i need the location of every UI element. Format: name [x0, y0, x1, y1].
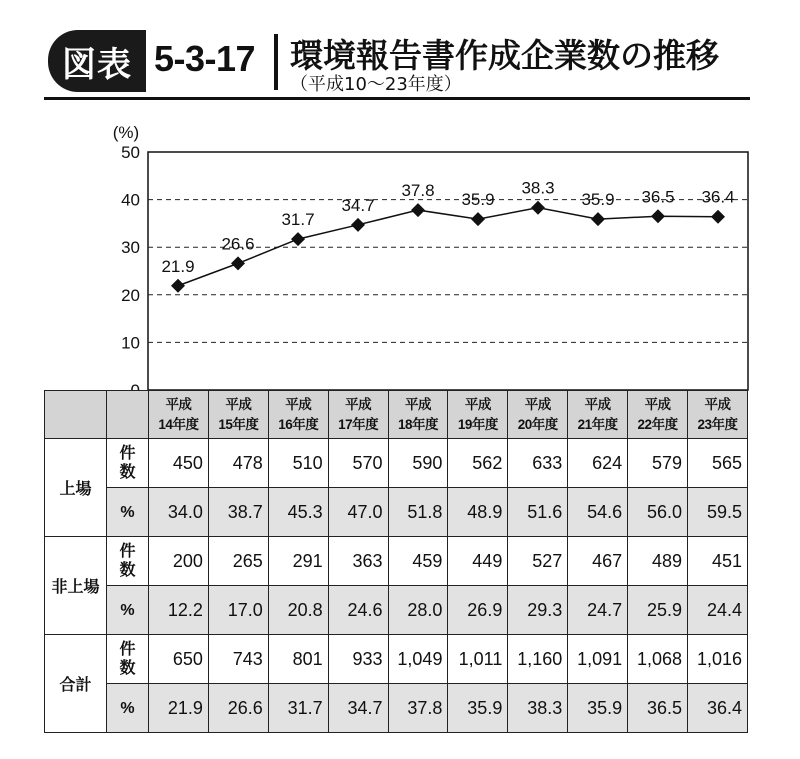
column-header [628, 391, 688, 439]
percent-cell: 54.6 [568, 488, 628, 537]
column-header-year: 17年度 [338, 416, 379, 432]
data-point-marker [231, 256, 245, 270]
column-header-year: 21年度 [577, 416, 618, 432]
data-point-marker [171, 279, 185, 293]
data-label: 21.9 [161, 256, 195, 276]
column-header [688, 391, 748, 439]
data-point-marker [471, 212, 485, 226]
count-cell: 1,160 [508, 635, 568, 684]
unit-label-count [107, 635, 149, 684]
percent-cell: 51.8 [388, 488, 448, 537]
percent-cell: 51.6 [508, 488, 568, 537]
title-divider [274, 34, 278, 90]
percent-cell: 21.9 [149, 684, 209, 733]
data-point-marker [651, 209, 665, 223]
table-row [45, 684, 748, 733]
count-cell: 200 [149, 537, 209, 586]
header-blank-cell [107, 391, 149, 439]
count-cell: 1,049 [388, 635, 448, 684]
column-header-year: 16年度 [278, 416, 319, 432]
count-cell: 527 [508, 537, 568, 586]
column-header-year: 18年度 [397, 416, 439, 432]
column-header [268, 391, 328, 439]
unit-label-percent [107, 684, 149, 733]
percent-cell: 28.0 [388, 586, 448, 635]
percent-cell: 12.2 [149, 586, 209, 635]
count-cell: 1,068 [628, 635, 688, 684]
line-chart [0, 110, 800, 400]
figure-badge: 図表 [48, 30, 146, 92]
percent-cell: 25.9 [628, 586, 688, 635]
column-header-era: 平成 [644, 396, 671, 412]
count-cell: 1,011 [448, 635, 508, 684]
data-label: 26.6 [221, 234, 255, 254]
unit-label-percent [107, 488, 149, 537]
count-cell: 449 [448, 537, 508, 586]
table-header-row [45, 391, 748, 439]
percent-cell: 24.6 [328, 586, 388, 635]
count-cell: 489 [628, 537, 688, 586]
header-rule [44, 97, 750, 100]
count-cell: 570 [328, 439, 388, 488]
data-table [44, 390, 748, 733]
percent-cell: 17.0 [208, 586, 268, 635]
unit-label-count [107, 439, 149, 488]
column-header-era: 平成 [524, 396, 551, 412]
column-header-era: 平成 [584, 396, 611, 412]
percent-cell: 24.4 [688, 586, 748, 635]
row-group-label: 合計 [45, 635, 107, 733]
page-subtitle: （平成10〜23年度） [290, 74, 462, 95]
percent-cell: 31.7 [268, 684, 328, 733]
unit-label-count [107, 537, 149, 586]
count-cell: 265 [208, 537, 268, 586]
column-header [328, 391, 388, 439]
column-header-era: 平成 [464, 396, 491, 412]
column-header [208, 391, 268, 439]
data-label: 35.9 [461, 190, 495, 210]
percent-cell: 29.3 [508, 586, 568, 635]
y-tick-label: 30 [121, 238, 140, 258]
data-point-marker [711, 210, 725, 224]
column-header-era: 平成 [345, 396, 372, 412]
column-header-year: 19年度 [457, 416, 498, 432]
data-label: 34.7 [341, 195, 375, 215]
data-point-marker [291, 232, 305, 246]
y-axis-label: (%) [112, 123, 140, 142]
y-tick-label: 20 [121, 285, 140, 305]
column-header [149, 391, 209, 439]
data-label: 37.8 [401, 181, 435, 201]
table-row [45, 537, 748, 586]
percent-cell: 36.5 [628, 684, 688, 733]
data-point-marker [351, 218, 365, 232]
count-cell: 933 [328, 635, 388, 684]
figure-header [0, 0, 800, 100]
count-cell: 478 [208, 439, 268, 488]
data-label: 36.5 [641, 187, 675, 207]
data-point-marker [411, 203, 425, 217]
data-point-marker [531, 201, 545, 215]
table-row [45, 488, 748, 537]
y-tick-label: 50 [121, 143, 140, 162]
count-cell: 1,016 [688, 635, 748, 684]
column-header-era: 平成 [285, 396, 312, 412]
count-cell: 562 [448, 439, 508, 488]
percent-cell: 56.0 [628, 488, 688, 537]
percent-cell: 59.5 [688, 488, 748, 537]
page-title: 環境報告書作成企業数の推移 [290, 36, 719, 75]
count-cell: 1,091 [568, 635, 628, 684]
column-header-era: 平成 [165, 396, 192, 412]
count-cell: 590 [388, 439, 448, 488]
count-cell: 459 [388, 537, 448, 586]
percent-cell: 24.7 [568, 586, 628, 635]
percent-cell: 35.9 [568, 684, 628, 733]
column-header-era: 平成 [225, 396, 252, 412]
y-tick-label: 40 [121, 190, 140, 210]
data-label: 31.7 [281, 210, 315, 230]
column-header-year: 20年度 [517, 416, 558, 432]
column-header-era: 平成 [704, 396, 731, 412]
column-header [448, 391, 508, 439]
count-cell: 801 [268, 635, 328, 684]
count-cell: 624 [568, 439, 628, 488]
percent-cell: 48.9 [448, 488, 508, 537]
column-header [568, 391, 628, 439]
column-header-era: 平成 [405, 396, 431, 412]
percent-cell: 36.4 [688, 684, 748, 733]
percent-cell: 38.3 [508, 684, 568, 733]
table-row [45, 439, 748, 488]
row-group-label: 非上場 [45, 537, 107, 635]
data-label: 38.3 [521, 178, 555, 198]
percent-cell: 47.0 [328, 488, 388, 537]
unit-text: % [120, 601, 135, 619]
header-blank-cell [45, 391, 107, 439]
unit-text: 件数 [119, 641, 136, 677]
unit-text: % [120, 699, 135, 717]
unit-text: 件数 [119, 543, 136, 579]
unit-text: 件数 [119, 445, 136, 481]
unit-label-percent [107, 586, 149, 635]
data-label: 35.9 [581, 190, 615, 210]
y-tick-label: 10 [121, 333, 140, 353]
percent-cell: 37.8 [388, 684, 448, 733]
percent-cell: 26.6 [208, 684, 268, 733]
count-cell: 451 [688, 537, 748, 586]
percent-cell: 34.7 [328, 684, 388, 733]
count-cell: 565 [688, 439, 748, 488]
count-cell: 363 [328, 537, 388, 586]
percent-cell: 26.9 [448, 586, 508, 635]
column-header-year: 14年度 [158, 416, 199, 432]
table-row [45, 586, 748, 635]
data-label: 36.4 [701, 187, 735, 207]
count-cell: 510 [268, 439, 328, 488]
row-group-label: 上場 [45, 439, 107, 537]
column-header-year: 23年度 [697, 416, 738, 432]
figure-number: 5-3-17 [154, 38, 256, 79]
count-cell: 743 [208, 635, 268, 684]
unit-text: % [120, 503, 135, 521]
count-cell: 467 [568, 537, 628, 586]
column-header [388, 391, 448, 439]
percent-cell: 20.8 [268, 586, 328, 635]
count-cell: 650 [149, 635, 209, 684]
count-cell: 291 [268, 537, 328, 586]
count-cell: 633 [508, 439, 568, 488]
percent-cell: 38.7 [208, 488, 268, 537]
count-cell: 450 [149, 439, 209, 488]
percent-cell: 34.0 [149, 488, 209, 537]
data-point-marker [591, 212, 605, 226]
percent-cell: 35.9 [448, 684, 508, 733]
percent-cell: 45.3 [268, 488, 328, 537]
table-row [45, 635, 748, 684]
column-header [508, 391, 568, 439]
column-header-year: 15年度 [218, 416, 259, 432]
count-cell: 579 [628, 439, 688, 488]
column-header-year: 22年度 [637, 416, 678, 432]
